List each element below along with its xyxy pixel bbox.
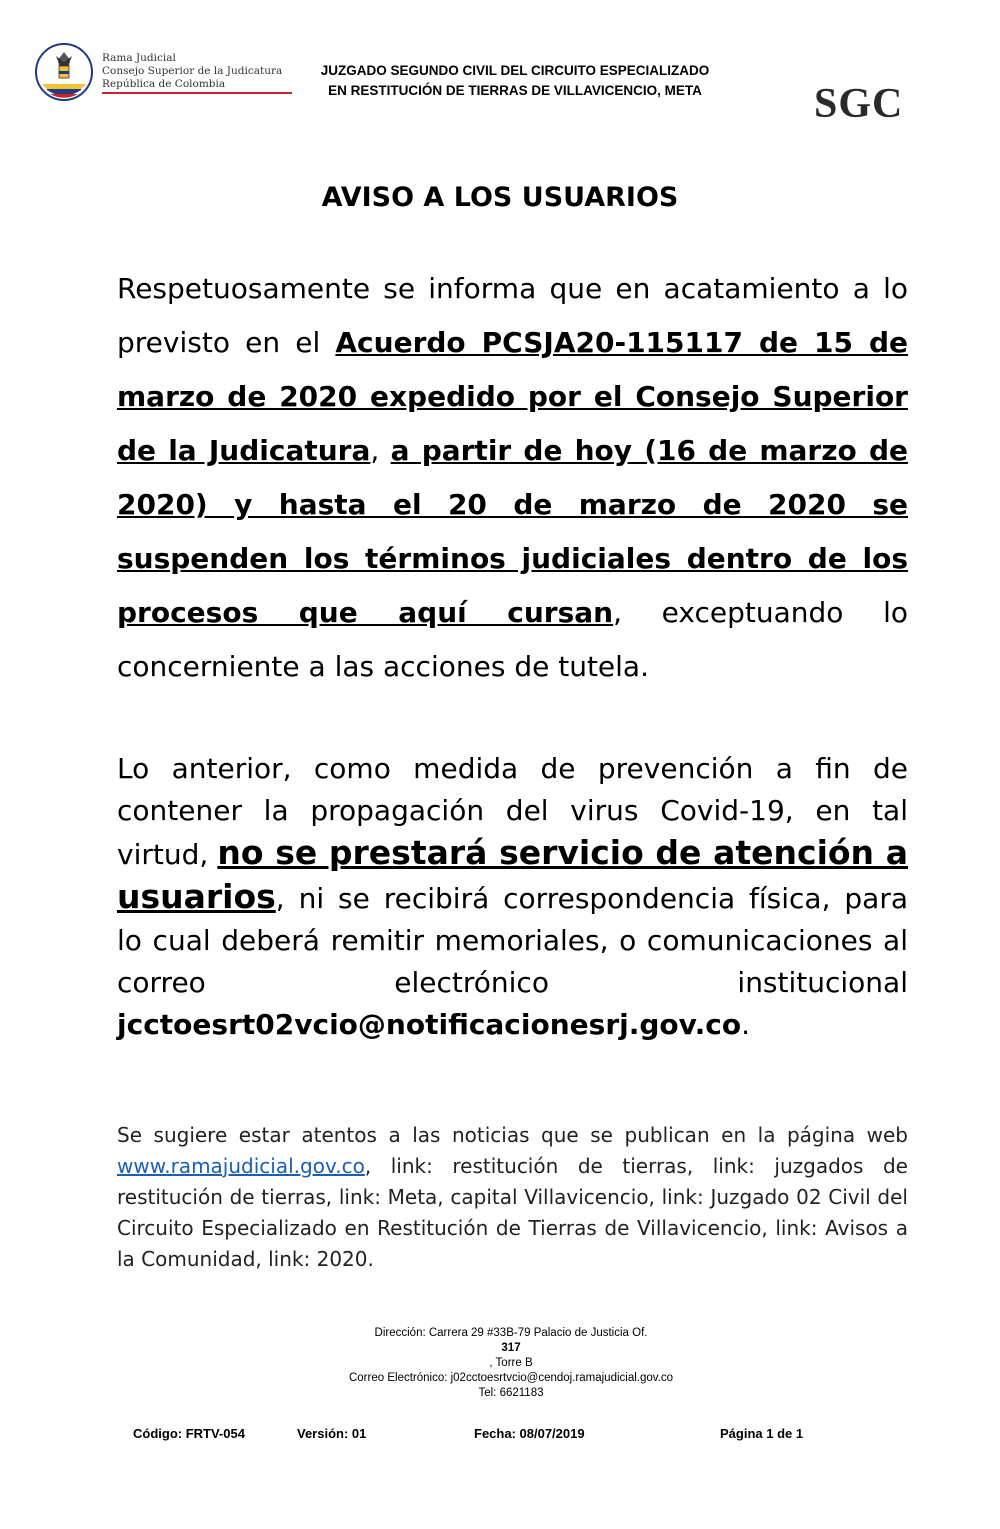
- colombia-coat-of-arms-icon: [34, 42, 94, 102]
- address-text-a: Dirección: Carrera 29 #33B-79 Palacio de Justicia Of.: [374, 1327, 648, 1339]
- address-text-b: , Torre B: [489, 1357, 533, 1369]
- p1-agreement: Acuerdo PCSJA20-115117 de 15 de marzo de 2020 expedido por el Consejo Superior de la Judicatura: [117, 326, 908, 467]
- address-office: 317: [501, 1342, 521, 1354]
- p1-suspension: a partir de hoy (16 de marzo de 2020) y hasta el 20 de marzo de 2020 se suspenden los términos judiciales dentro de los procesos que aquí cursan: [117, 434, 908, 629]
- doc-version: Versión: 01: [297, 1426, 367, 1441]
- notice-paragraph-3: [117, 1120, 908, 1275]
- p2-text-1: Lo anterior, como medida de prevención a fin de contener la propagación del virus Covid-19, en tal virtud,: [117, 752, 908, 871]
- entity-line-1: Rama Judicial: [102, 52, 176, 64]
- doc-code: Código: FRTV-054: [133, 1426, 245, 1441]
- court-name: [225, 61, 805, 101]
- footer-tel-line: Tel: 6621183: [478, 1387, 544, 1399]
- p3-text-1: Se sugiere estar atentos a las noticias que se publican en la página web: [117, 1123, 908, 1147]
- page-number: Página 1 de 1: [720, 1426, 804, 1441]
- doc-date: Fecha: 08/07/2019: [474, 1426, 585, 1441]
- court-line-2: EN RESTITUCIÓN DE TIERRAS DE VILLAVICENCIO, META: [328, 83, 702, 98]
- p3-text-2: , link: restitución de tierras, link: juzgados de restitución de tierras, link: Meta, capital Villavicencio, link: Juzgado 02 Civil del Circuito Especializado en Restitución de Tierras de Villavicencio, link: Avisos a la Comunidad, link: 2020.: [117, 1154, 908, 1271]
- sgc-logo: SGC: [814, 81, 904, 127]
- entity-line-2: Consejo Superior de la Judicatura: [102, 65, 283, 77]
- p2-text-2: , ni se recibirá correspondencia física, para lo cual deberá remitir memoriales, o comunicaciones al correo electrónico institucional: [117, 882, 908, 999]
- address-line: [0, 1326, 1000, 1371]
- footer-address: [0, 1326, 1000, 1401]
- institutional-email[interactable]: jcctoesrt02vcio@notificacionesrj.gov.co: [117, 1008, 742, 1041]
- p1-text-2: ,: [370, 434, 391, 467]
- page-title: AVISO A LOS USUARIOS: [321, 182, 679, 213]
- ramajudicial-link[interactable]: www.ramajudicial.gov.co: [117, 1154, 365, 1178]
- court-line-1: JUZGADO SEGUNDO CIVIL DEL CIRCUITO ESPECIALIZADO: [320, 63, 710, 78]
- notice-paragraph-2: [117, 748, 908, 1046]
- footer-email-line: Correo Electrónico: j02cctoesrtvcio@cendoj.ramajudicial.gov.co: [348, 1372, 674, 1384]
- p2-no-service: no se prestará servicio de atención a usuarios: [117, 833, 908, 916]
- p1-text-1: Respetuosamente se informa que en acatamiento a lo previsto en el: [117, 272, 908, 359]
- p2-text-3: .: [741, 1008, 750, 1041]
- p1-text-3: , exceptuando lo concerniente a las acciones de tutela.: [117, 596, 908, 683]
- entity-line-3: República de Colombia: [102, 78, 226, 90]
- notice-paragraph-1: [117, 262, 908, 694]
